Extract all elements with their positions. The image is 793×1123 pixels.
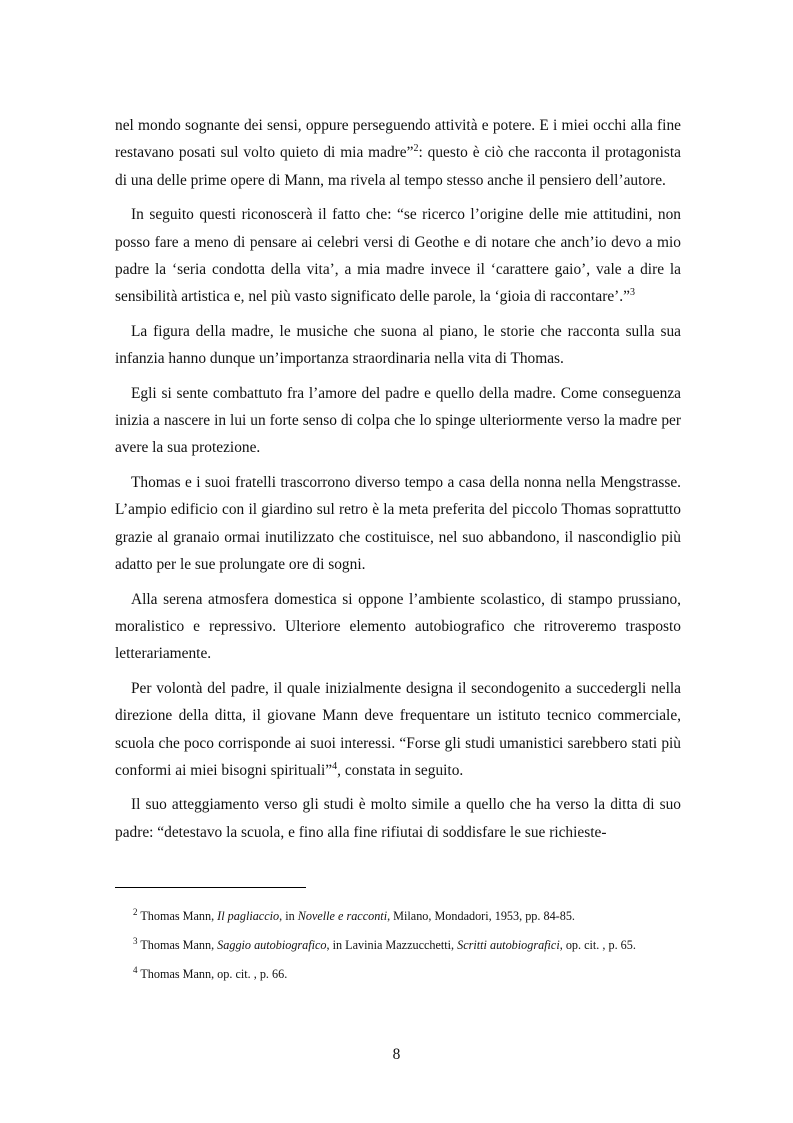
text-run: nel mondo sognante dei sensi, oppure perseguendo attività e potere. E i miei occhi alla fine restavano posati sul volto quieto di mia madre” bbox=[115, 117, 681, 162]
text-run: La figura della madre, le musiche che suona al piano, le storie che racconta sulla sua infanzia hanno dunque un’importanza straordinaria nella vita di Thomas. bbox=[115, 322, 681, 368]
footnote bbox=[115, 905, 681, 928]
italic-title: Saggio autobiografico bbox=[217, 938, 327, 952]
text-run: Thomas e i suoi fratelli trascorrono diverso tempo a casa della nonna nella Mengstrasse. L’ampio edificio con il giardino sul retro è la meta preferita del piccolo Thomas soprattutto grazie al granaio ormai inutilizzato che costituisce, nel suo abbandono, il nascondiglio più adatto per le sue prolungate ore di sogni. bbox=[115, 473, 681, 574]
paragraph bbox=[115, 469, 681, 579]
text-run: : questo è ciò che racconta il protagonista di una delle prime opere di Mann, ma rivela al tempo stesso anche il pensiero dell’autore. bbox=[115, 144, 681, 189]
text-run: In seguito questi riconoscerà il fatto che: “se ricerco l’origine delle mie attitudini, non posso fare a meno di pensare ai celebri versi di Geothe e di notare che anch’io devo a mio padre la ‘seria condotta della vita’, a mia madre invece il ‘carattere gaio’, vale a dire la sensibilità artistica e, nel più vasto significato delle parole, la ‘gioia di raccontare’.” bbox=[115, 206, 681, 306]
paragraph bbox=[115, 380, 681, 462]
text-run: , in Lavinia Mazzucchetti, bbox=[326, 938, 458, 952]
footnote-ref: 4 bbox=[133, 965, 138, 975]
italic-title: Il pagliaccio bbox=[217, 909, 280, 923]
footnote-ref: 3 bbox=[133, 936, 138, 946]
text-run: Thomas Mann, bbox=[137, 938, 218, 952]
text-run: , op. cit. , p. 65. bbox=[559, 938, 636, 952]
italic-title: Scritti autobiografici bbox=[457, 938, 560, 952]
text-run: Thomas Mann, op. cit. , p. 66. bbox=[137, 967, 288, 981]
footnote-ref: 3 bbox=[629, 287, 635, 299]
paragraph bbox=[115, 586, 681, 668]
text-run: Per volontà del padre, il quale inizialmente designa il secondogenito a succedergli nella direzione della ditta, il giovane Mann deve frequentare un istituto tecnico commerciale, scuola che poco corrisponde ai suoi interessi. “Forse gli studi umanistici sarebbero stati più conformi ai miei bisogni spirituali” bbox=[115, 679, 681, 779]
footnote-separator bbox=[115, 887, 306, 888]
footnote-ref: 4 bbox=[332, 760, 338, 772]
page-number: 8 bbox=[392, 1046, 401, 1063]
text-run: Egli si sente combattuto fra l’amore del padre e quello della madre. Come conseguenza inizia a nascere in lui un forte senso di colpa che lo spinge ulteriormente verso la madre per avere la sua protezione. bbox=[115, 384, 681, 457]
paragraph bbox=[115, 791, 681, 846]
footnote bbox=[115, 963, 681, 986]
footnote-ref: 2 bbox=[133, 907, 138, 917]
paragraph bbox=[115, 201, 681, 311]
text-run: Alla serena atmosfera domestica si oppone l’ambiente scolastico, di stampo prussiano, moralistico e repressivo. Ulteriore elemento autobiografico che ritroveremo trasposto letterariamente. bbox=[115, 590, 681, 663]
footnote-ref: 2 bbox=[413, 143, 419, 155]
text-run: , constata in seguito. bbox=[337, 761, 464, 779]
text-run: , Milano, Mondadori, 1953, pp. 84-85. bbox=[387, 909, 575, 923]
text-run: Thomas Mann, bbox=[137, 909, 218, 923]
body-text bbox=[115, 112, 681, 853]
footnotes bbox=[115, 905, 681, 992]
paragraph bbox=[115, 112, 681, 194]
footnote bbox=[115, 934, 681, 957]
text-run: Il suo atteggiamento verso gli studi è molto simile a quello che ha verso la ditta di suo padre: “detestavo la scuola, e fino alla fine rifiutai di soddisfare le sue richieste- bbox=[115, 796, 681, 841]
text-run: , in bbox=[279, 909, 298, 923]
paragraph bbox=[115, 318, 681, 373]
italic-title: Novelle e racconti bbox=[297, 909, 388, 923]
paragraph bbox=[115, 675, 681, 785]
